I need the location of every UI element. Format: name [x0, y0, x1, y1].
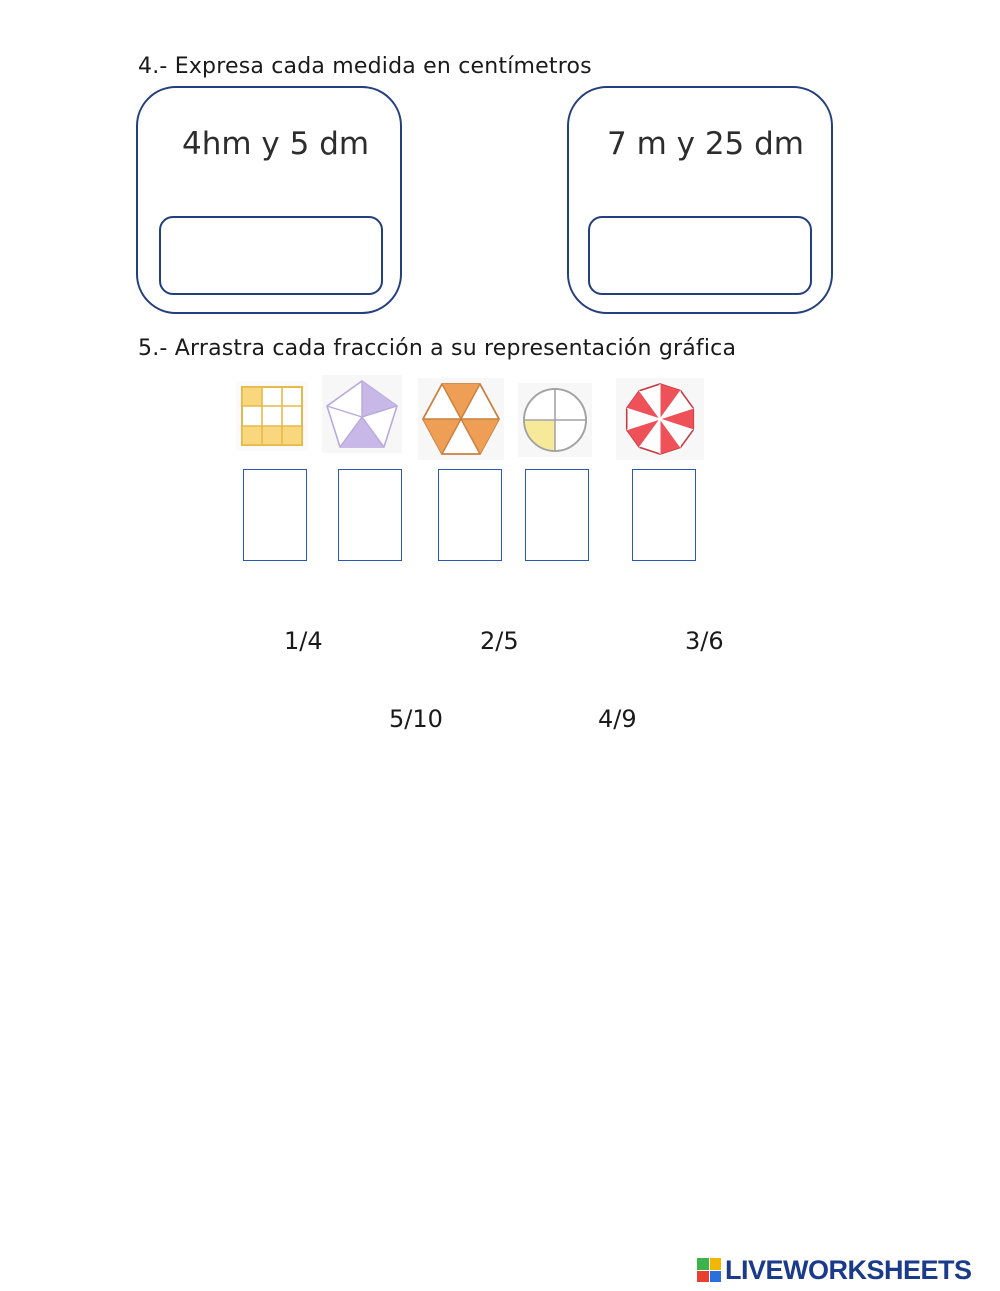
grid-fraction-icon [236, 381, 308, 451]
drop-box-4[interactable] [525, 469, 589, 561]
liveworksheets-logo-text: LIVEWORKSHEETS [725, 1254, 972, 1285]
fraction-3-6[interactable]: 3/6 [685, 627, 724, 655]
measure-text-1: 4hm y 5 dm [182, 126, 370, 162]
drop-box-3[interactable] [438, 469, 502, 561]
section-4-heading: 4.- Expresa cada medida en centímetros [138, 54, 592, 79]
measure-card-2 [567, 86, 833, 314]
answer-input-1[interactable] [159, 216, 383, 295]
decagon-fraction-icon [616, 378, 704, 460]
fraction-2-5[interactable]: 2/5 [480, 627, 519, 655]
fraction-5-10[interactable]: 5/10 [389, 705, 443, 733]
liveworksheets-logo [697, 1255, 972, 1285]
pentagon-fraction-icon [322, 375, 402, 453]
measure-text-2: 7 m y 25 dm [607, 126, 805, 162]
fraction-4-9[interactable]: 4/9 [598, 705, 637, 733]
measure-card-1 [136, 86, 402, 314]
drop-box-2[interactable] [338, 469, 402, 561]
circle-fraction-icon [518, 383, 592, 457]
drop-box-5[interactable] [632, 469, 696, 561]
liveworksheets-logo-icon [697, 1258, 721, 1282]
section-5-heading: 5.- Arrastra cada fracción a su representación gráfica [138, 336, 737, 361]
fraction-1-4[interactable]: 1/4 [284, 627, 323, 655]
hexagon-fraction-icon [418, 378, 504, 460]
answer-input-2[interactable] [588, 216, 812, 295]
drop-box-1[interactable] [243, 469, 307, 561]
